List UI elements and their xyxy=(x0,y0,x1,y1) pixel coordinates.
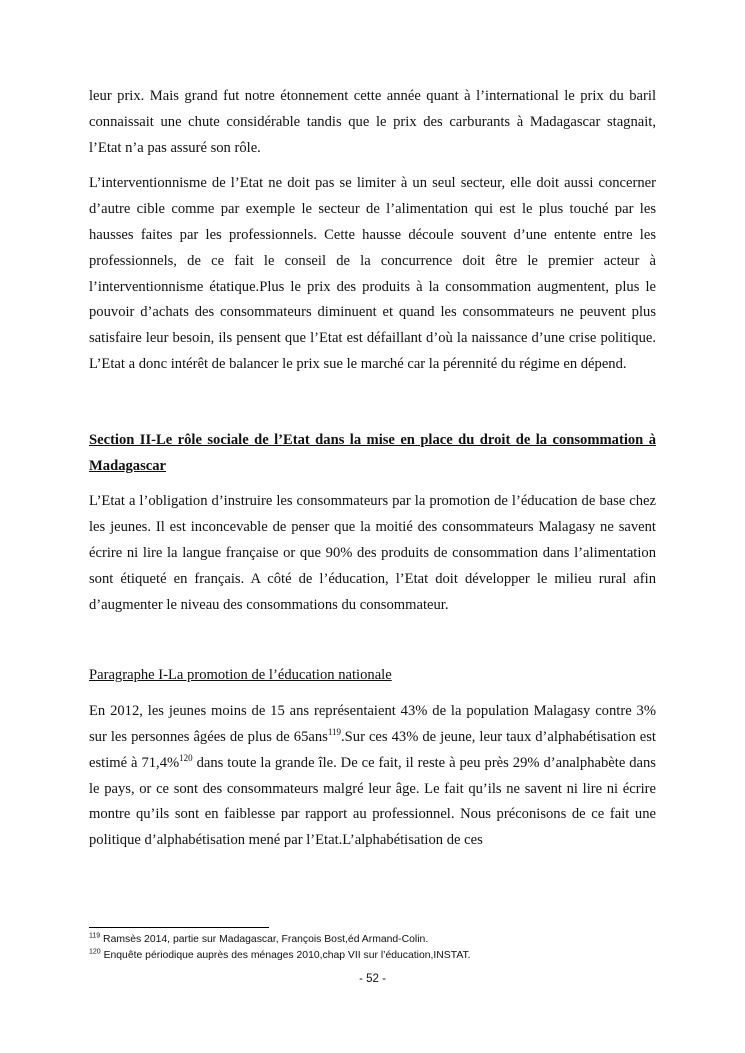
footnote-number: 119 xyxy=(89,932,101,940)
footnote-120 xyxy=(89,948,689,964)
section-intro: L’Etat a l’obligation d’instruire les consommateurs par la promotion de l’éducation de base chez les jeunes. Il est inconcevable de penser que la moitié des consommateurs Malagasy ne savent écrire ni lire la langue française or que 90% des produits de consommation dans l’alimentation sont étiqueté en français. A côté de l’éducation, l’Etat doit développer le milieu rural afin d’augmenter le niveau des consommations du consommateur. xyxy=(89,493,656,613)
paragraph-i-heading: Paragraphe I-La promotion de l’éducation nationale xyxy=(89,667,392,684)
paragraph-2: L’interventionnisme de l’Etat ne doit pas se limiter à un seul secteur, elle doit aussi concerner d’autre cible comme par exemple le secteur de l’alimentation qui est le plus touché par les hausses faites par les professionnels. Cette hausse découle souvent d’une entente entre les professionnels, de ce fait le conseil de la concurrence doit être le premier acteur à l’interventionnisme étatique.Plus le prix des produits à la consommation augmentent, plus le pouvoir d’achats des consommateurs diminuent et quand les consommateurs ne peuvent plus satisfaire leur besoin, ils pensent que l’Etat est défaillant d’où la naissance d’une crise politique. L’Etat a donc intérêt de balancer le prix sue le marché car la pérennité du régime en dépend. xyxy=(89,175,656,372)
footnote-text: Enquête périodique auprès des ménages 2010,chap VII sur l’éducation,INSTAT. xyxy=(100,950,471,961)
page-number: - 52 - xyxy=(359,973,386,985)
footnote-text: Ramsès 2014, partie sur Madagascar, François Bost,éd Armand-Colin. xyxy=(100,934,429,945)
footnote-119 xyxy=(89,932,689,948)
footnote-ref-120[interactable]: 120 xyxy=(179,752,193,763)
paragraph-i-text-c: dans toute la grande île. De ce fait, il reste à peu près 29% d’analphabète dans le pays, or ce sont des consommateurs malgré leur âge. Le fait qu’ils ne savent ni lire ni écrire montre qu’ils sont en faiblesse par rapport au professionnel. Nous préconisons de ce fait une politique d’alphabétisation mené par l’Etat.L’alphabétisation de ces xyxy=(89,754,656,849)
body-text xyxy=(89,84,656,864)
footnotes xyxy=(89,932,689,964)
footnote-number: 120 xyxy=(89,948,101,956)
footnote-ref-119[interactable]: 119 xyxy=(327,727,342,738)
paragraph-1: leur prix. Mais grand fut notre étonnement cette année quant à l’international le prix du baril connaissait une chute considérable tandis que le prix des carburants à Madagascar stagnait, l’Etat n’a pas assuré son rôle. xyxy=(89,88,656,156)
paragraph-i-text xyxy=(89,699,656,854)
paragraph-i-text-b: .Sur ces 43% de jeune, leur taux d’alphabétisation est estimé à 71,4% xyxy=(89,728,656,771)
section-heading: Section II-Le rôle sociale de l’Etat dans la mise en place du droit de la consommation à Madagascar xyxy=(89,431,656,474)
paragraph-i-text-a: En 2012, les jeunes moins de 15 ans représentaient 43% de la population Malagasy contre 3% sur les personnes âgées de plus de 65ans xyxy=(89,703,656,745)
footnote-separator xyxy=(89,927,269,928)
